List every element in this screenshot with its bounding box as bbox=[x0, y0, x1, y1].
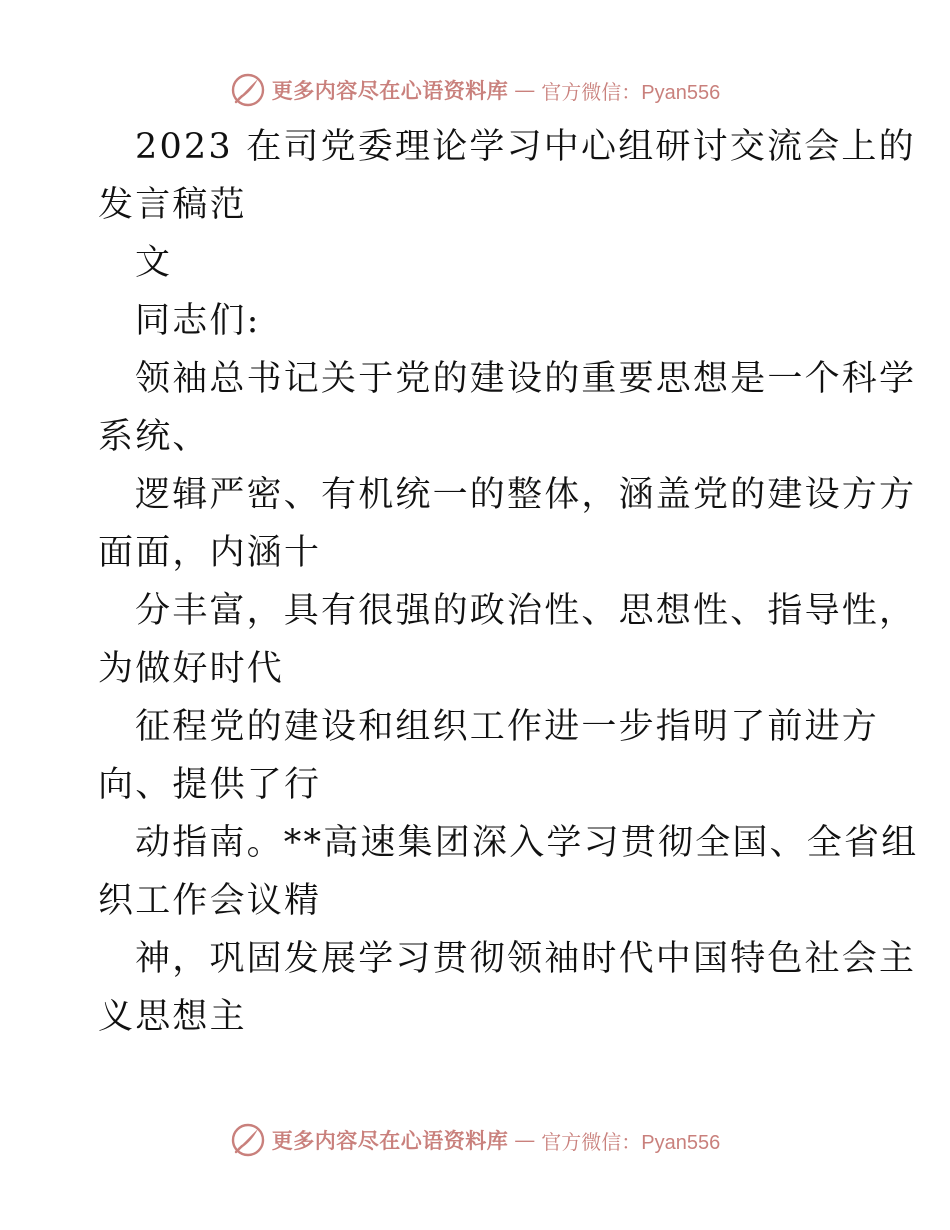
paragraph-line: 织工作会议精 bbox=[98, 881, 322, 921]
paragraph-line: 分丰富，具有很强的政治性、思想性、指导性， bbox=[135, 591, 917, 631]
paragraph-line: 向、提供了行 bbox=[98, 765, 322, 805]
paragraph-line: 系统、 bbox=[98, 417, 210, 457]
watermark-separator: — bbox=[514, 78, 536, 102]
title-line-2: 发言稿范 bbox=[98, 185, 247, 225]
paragraph-line: 动指南。**高速集团深入学习贯彻全国、全省组 bbox=[135, 823, 919, 863]
quill-pen-logo-icon bbox=[230, 1122, 266, 1158]
watermark-wechat-text: 官方微信：Pyan556 bbox=[541, 1131, 721, 1154]
paragraph-line: 义思想主 bbox=[98, 997, 247, 1037]
paragraph-line: 面面，内涵十 bbox=[98, 533, 322, 573]
watermark-separator: — bbox=[514, 1128, 536, 1152]
paragraph-line: 征程党的建设和组织工作进一步指明了前进方 bbox=[135, 707, 880, 747]
title-line-1: 2023 在司党委理论学习中心组研讨交流会上的 bbox=[135, 127, 916, 167]
watermark-wechat-text: 官方微信：Pyan556 bbox=[541, 81, 721, 104]
watermark-main-text: 更多内容尽在心语资料库 bbox=[271, 78, 509, 103]
watermark-main-text: 更多内容尽在心语资料库 bbox=[271, 1128, 509, 1153]
paragraph-line: 领袖总书记关于党的建设的重要思想是一个科学 bbox=[135, 359, 917, 399]
paragraph-line: 神，巩固发展学习贯彻领袖时代中国特色社会主 bbox=[135, 939, 917, 979]
quill-pen-logo-icon bbox=[230, 72, 266, 108]
watermark-header bbox=[0, 66, 950, 114]
salutation: 同志们: bbox=[135, 301, 261, 341]
paragraph-line: 为做好时代 bbox=[98, 649, 285, 689]
paragraph-line: 逻辑严密、有机统一的整体，涵盖党的建设方方 bbox=[135, 475, 917, 515]
watermark-footer bbox=[0, 1116, 950, 1164]
title-line-3: 文 bbox=[135, 243, 173, 283]
